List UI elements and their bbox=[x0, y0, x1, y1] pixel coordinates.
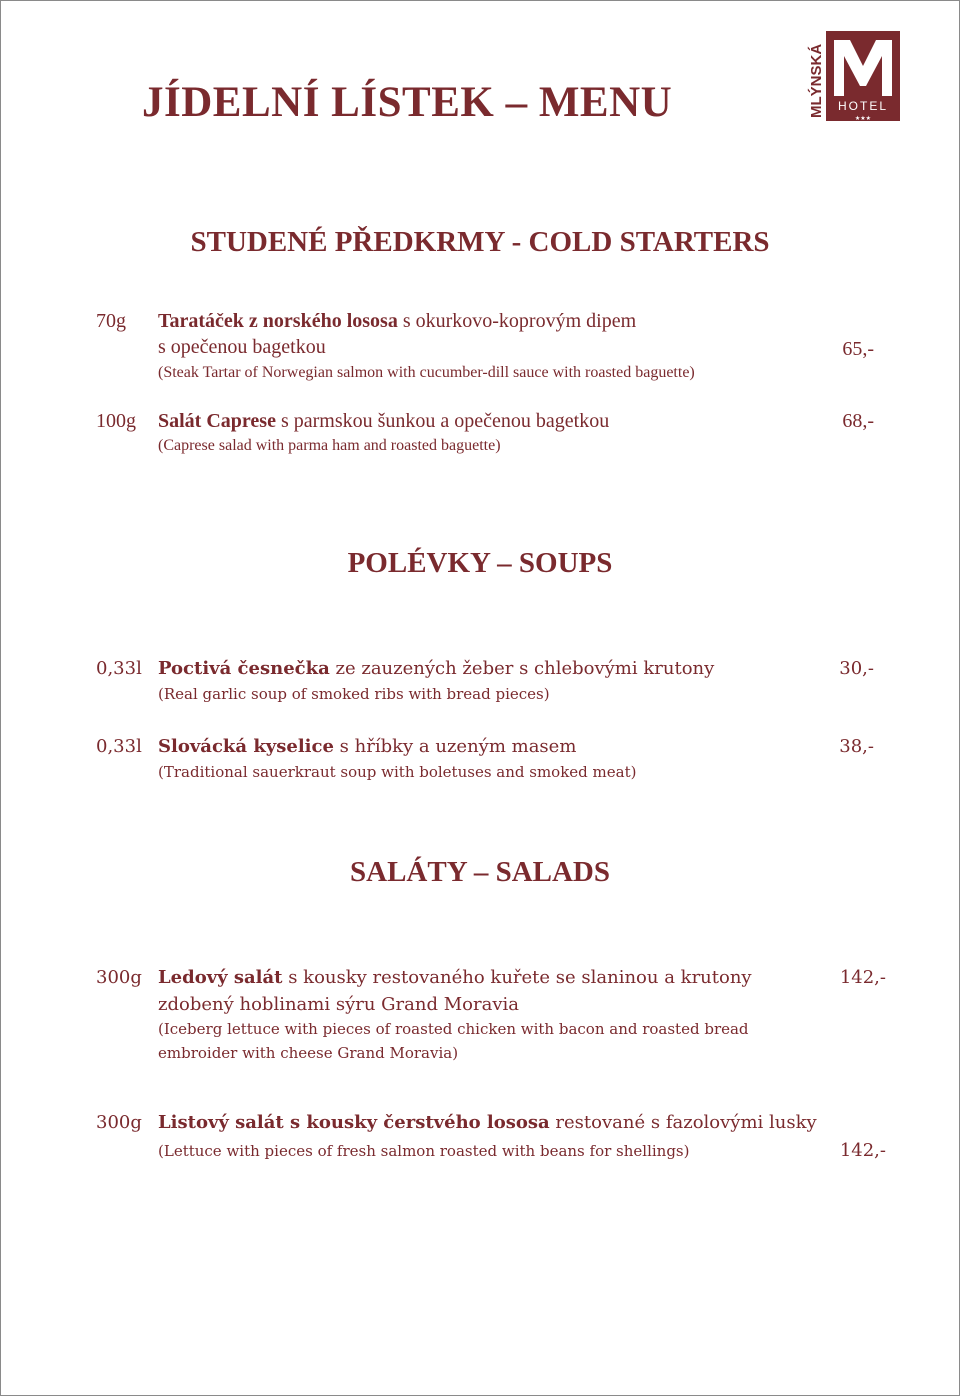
item-line bbox=[158, 967, 752, 988]
item-description: s kousky restovaného kuřete se slaninou a krutony bbox=[282, 967, 752, 988]
item-description: ze zauzených žeber s chlebovými krutony bbox=[329, 658, 715, 679]
item-name: Ledový salát bbox=[158, 967, 283, 988]
item-english-cont: embroider with cheese Grand Moravia) bbox=[158, 1044, 459, 1062]
item-weight: 0,33l bbox=[96, 736, 142, 757]
item-name: Slovácká kyselice bbox=[158, 736, 334, 757]
item-description-cont: s opečenou bagetkou bbox=[158, 336, 326, 358]
item-line bbox=[158, 1112, 817, 1133]
item-line bbox=[158, 736, 576, 757]
hotel-logo bbox=[804, 30, 902, 122]
logo-hotel-text: HOTEL bbox=[837, 99, 889, 113]
item-description-cont: zdobený hoblinami sýru Grand Moravia bbox=[158, 994, 519, 1015]
item-weight: 70g bbox=[96, 310, 126, 332]
item-description: s hříbky a uzeným masem bbox=[333, 736, 577, 757]
item-english: (Traditional sauerkraut soup with boletuses and smoked meat) bbox=[158, 763, 637, 781]
item-english: (Iceberg lettuce with pieces of roasted chicken with bacon and roasted bread bbox=[158, 1020, 749, 1038]
item-description: s okurkovo-koprovým dipem bbox=[397, 310, 637, 332]
item-weight: 300g bbox=[96, 1112, 142, 1133]
item-price: 38,- bbox=[839, 736, 874, 757]
item-price: 65,- bbox=[842, 338, 874, 360]
item-line bbox=[158, 310, 636, 333]
logo-stars: ★★★ bbox=[854, 115, 872, 122]
item-english: (Lettuce with pieces of fresh salmon roasted with beans for shellings) bbox=[158, 1142, 690, 1160]
item-weight: 300g bbox=[96, 967, 142, 988]
section-heading-cold-starters: STUDENÉ PŘEDKRMY - COLD STARTERS bbox=[190, 226, 770, 258]
item-name: Taratáček z norského lososa bbox=[158, 310, 398, 332]
item-name: Poctivá česnečka bbox=[158, 658, 330, 679]
item-price: 142,- bbox=[839, 1140, 886, 1161]
item-description: s parmskou šunkou a opečenou bagetkou bbox=[275, 410, 610, 432]
section-heading-salads: SALÁTY – SALADS bbox=[350, 856, 610, 888]
item-weight: 0,33l bbox=[96, 658, 142, 679]
item-price: 30,- bbox=[839, 658, 874, 679]
section-heading-soups: POLÉVKY – SOUPS bbox=[347, 547, 613, 579]
page-title: JÍDELNÍ LÍSTEK – MENU bbox=[142, 79, 673, 126]
item-english: (Caprese salad with parma ham and roasted baguette) bbox=[158, 437, 501, 454]
item-price: 142,- bbox=[839, 967, 886, 988]
item-line bbox=[158, 410, 609, 433]
item-english: (Steak Tartar of Norwegian salmon with cucumber-dill sauce with roasted baguette) bbox=[158, 364, 695, 381]
item-price: 68,- bbox=[842, 410, 874, 432]
item-description: restované s fazolovými lusky bbox=[549, 1112, 817, 1133]
item-line bbox=[158, 658, 714, 679]
item-english: (Real garlic soup of smoked ribs with bread pieces) bbox=[158, 685, 550, 703]
logo-vertical-text: MLÝNSKÁ bbox=[808, 43, 825, 118]
item-weight: 100g bbox=[96, 410, 136, 432]
item-name: Salát Caprese bbox=[158, 410, 276, 432]
item-name: Listový salát s kousky čerstvého lososa bbox=[158, 1112, 550, 1133]
